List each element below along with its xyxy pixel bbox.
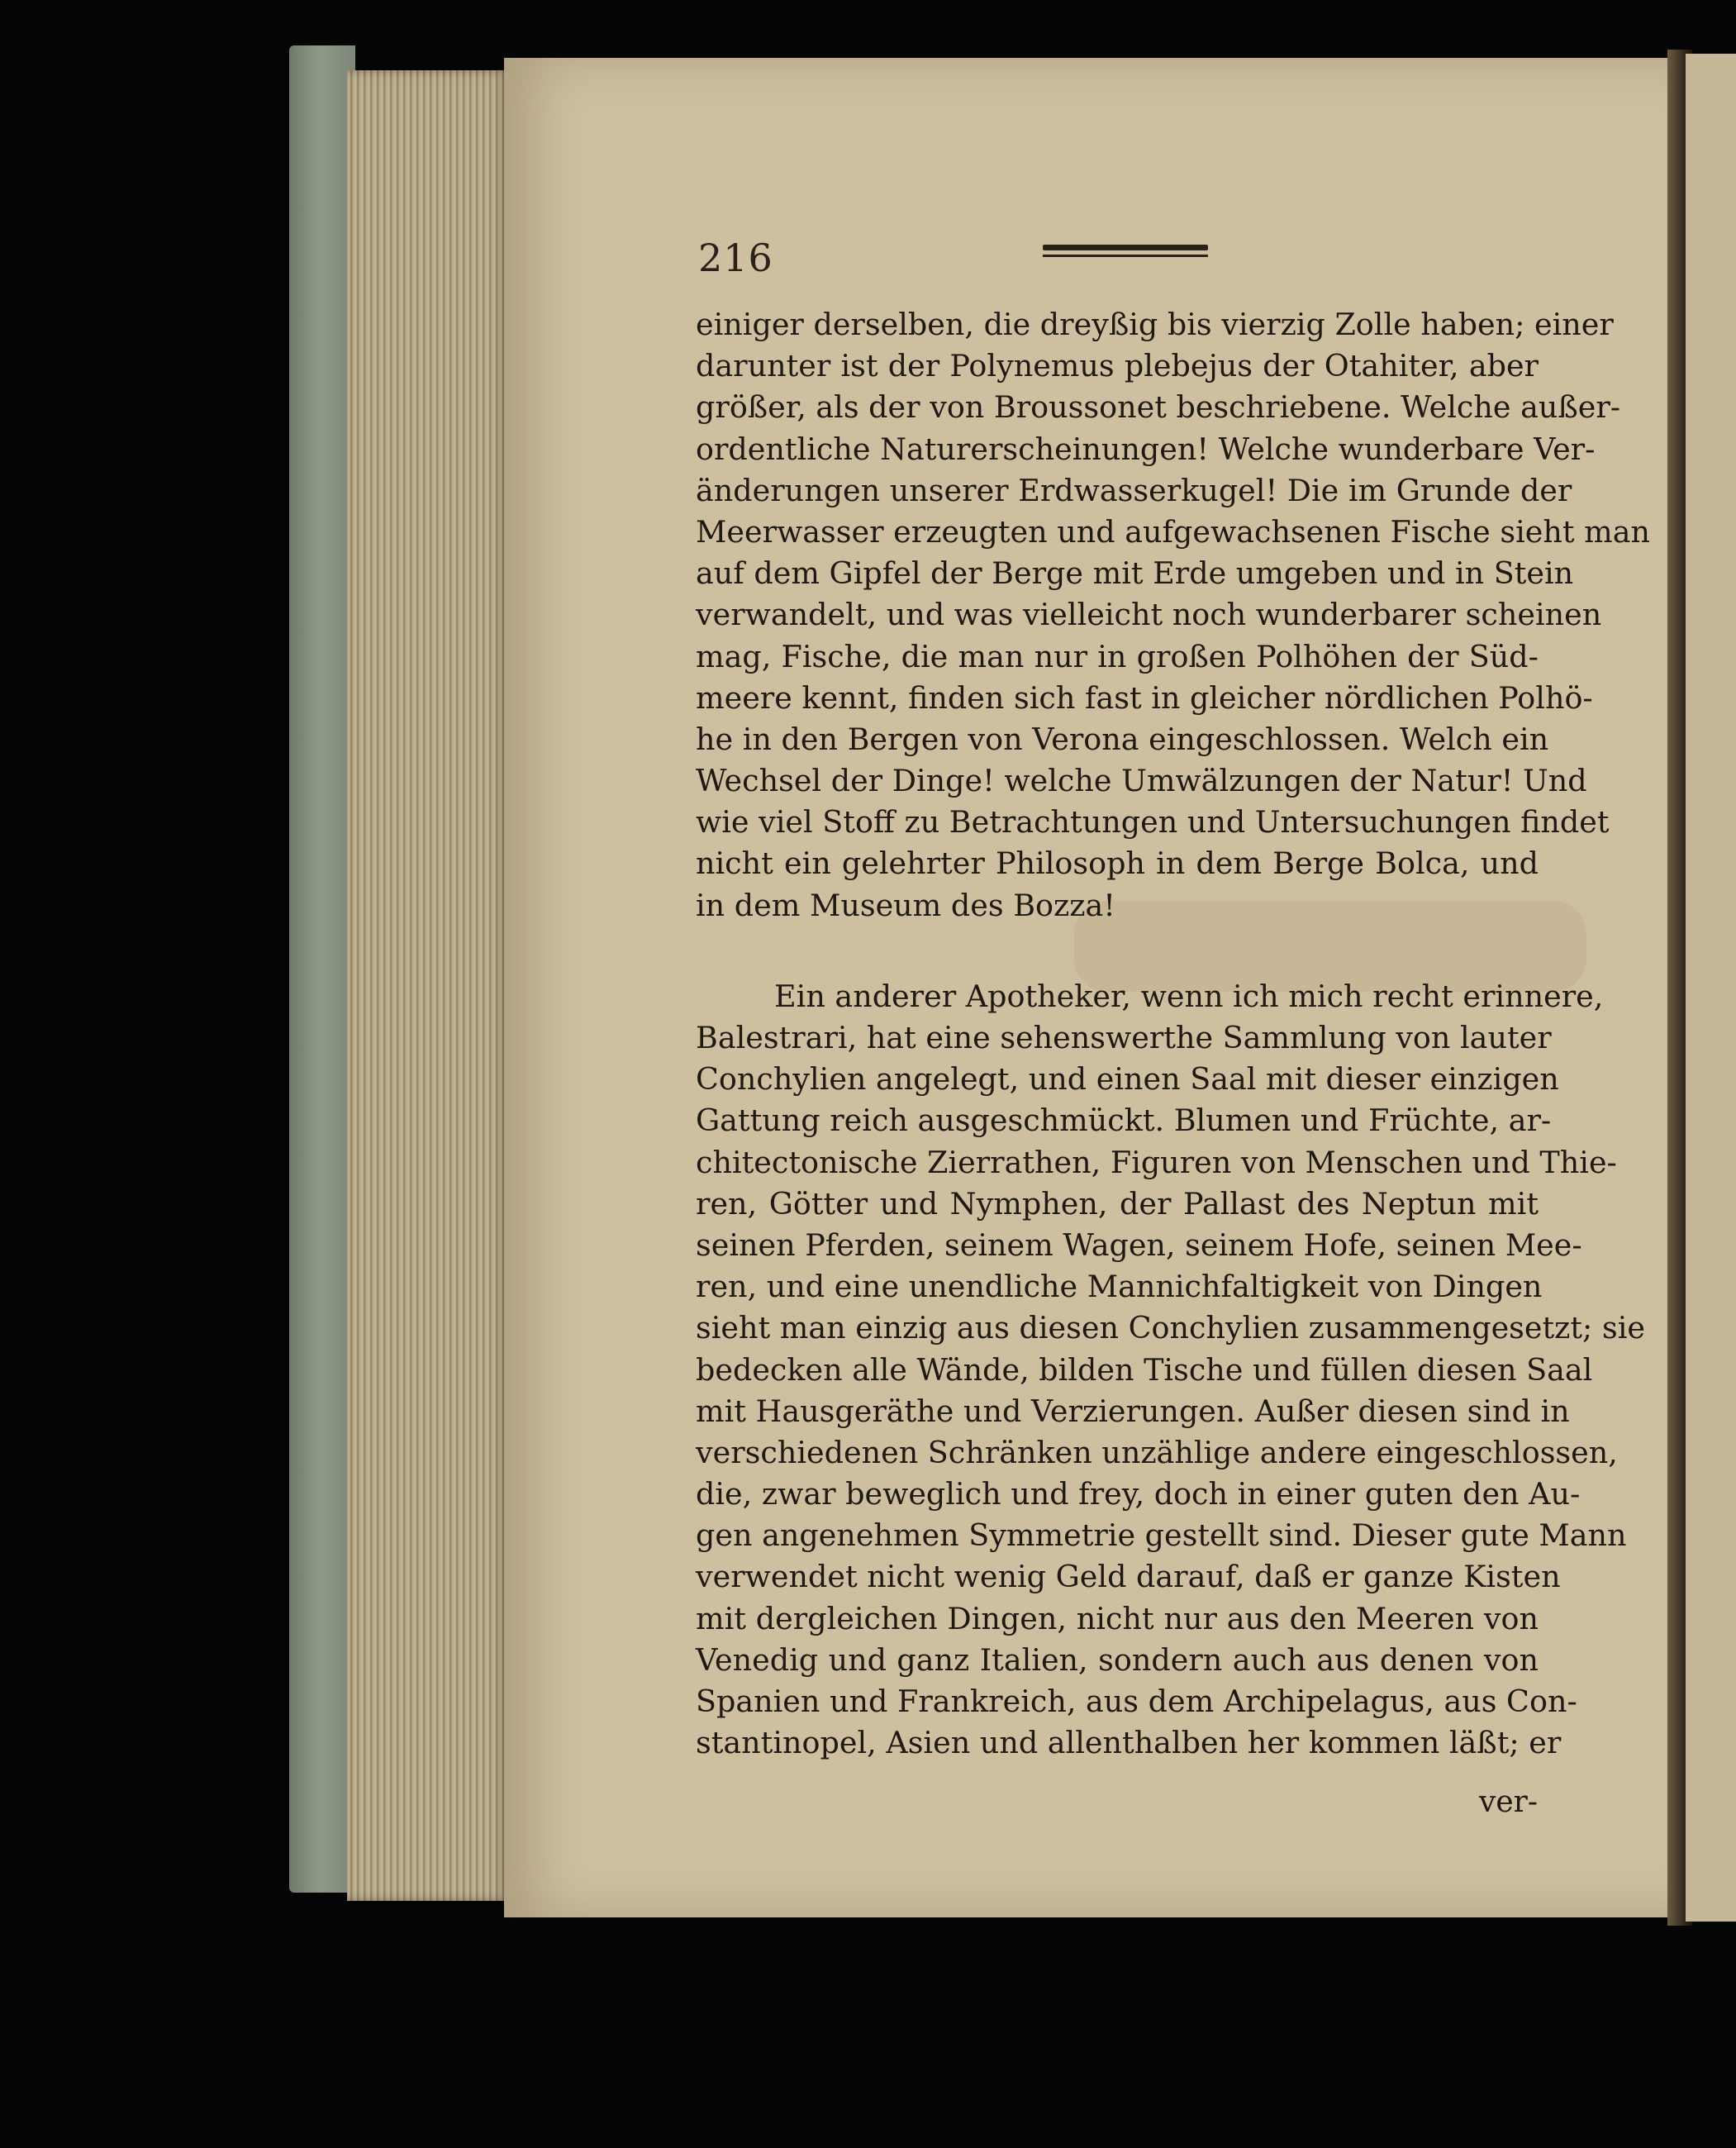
text-line: verschiedenen Schränken unzählige andere eingeschlossen, (696, 1434, 1618, 1470)
text-line: Conchylien angelegt, und einen Saal mit dieser einzigen (696, 1061, 1559, 1098)
text-line: Meerwasser erzeugten und aufgewachsenen Fische sieht man (696, 513, 1651, 550)
text-line: auf dem Gipfel der Berge mit Erde umgeben und in Stein (696, 555, 1574, 592)
text-line: die, zwar beweglich und frey, doch in einer guten den Au- (696, 1476, 1581, 1512)
text-line: nicht ein gelehrter Philosoph in dem Berge Bolca, und (696, 845, 1539, 882)
text-line: Wechsel der Dinge! welche Umwälzungen der Natur! Und (696, 763, 1587, 799)
text-line: Venedig und ganz Italien, sondern auch aus denen von (696, 1641, 1539, 1678)
text-line: einiger derselben, die dreyßig bis vierzig Zolle haben; einer (696, 307, 1614, 342)
text-line: in dem Museum des Bozza! (696, 887, 1115, 923)
text-line: sieht man einzig aus diesen Conchylien zusammengesetzt; sie (696, 1310, 1645, 1346)
paragraph-gap (696, 926, 1539, 976)
text-line: Gattung reich ausgeschmückt. Blumen und Früchte, ar- (696, 1103, 1552, 1139)
text-line: verwendet nicht wenig Geld darauf, daß er ganze Kisten (696, 1559, 1561, 1595)
catchword: ver- (1479, 1785, 1539, 1819)
text-line: seinen Pferden, seinem Wagen, seinem Hofe, seinen Mee- (696, 1226, 1582, 1263)
text-line: wie viel Stoff zu Betrachtungen und Untersuchungen findet (696, 804, 1610, 841)
text-line: Balestrari, hat eine sehenswerthe Sammlung von lauter (696, 1020, 1552, 1055)
text-line: Ein anderer Apotheker, wenn ich mich recht erinnere, (774, 978, 1604, 1014)
text-line: ren, und eine unendliche Mannichfaltigkeit von Dingen (696, 1269, 1543, 1305)
paragraph-1 (696, 304, 1651, 926)
text-line: änderungen unserer Erdwasserkugel! Die im Grunde der (696, 472, 1572, 508)
text-line: meere kennt, finden sich fast in gleicher nördlichen Polhö- (696, 679, 1593, 716)
text-line: größer, als der von Broussonet beschriebene. Welche außer- (696, 389, 1621, 426)
paragraph-2 (696, 976, 1645, 1765)
text-line: mag, Fische, die man nur in großen Polhöhen der Süd- (696, 638, 1539, 674)
text-line: mit Hausgeräthe und Verzierungen. Außer diesen sind in (696, 1393, 1570, 1429)
page-number: 216 (698, 236, 773, 280)
text-line: ren, Götter und Nymphen, der Pallast des Neptun mit (696, 1185, 1539, 1222)
text-line: he in den Bergen von Verona eingeschlossen. Welch ein (696, 721, 1549, 757)
text-line: verwandelt, und was vielleicht noch wunderbarer scheinen (696, 597, 1602, 633)
text-line: Spanien und Frankreich, aus dem Archipelagus, aus Con- (696, 1684, 1577, 1719)
header-rule (1043, 245, 1208, 250)
text-line: bedecken alle Wände, bilden Tische und füllen diesen Saal (696, 1351, 1593, 1388)
text-line: ordentliche Naturerscheinungen! Welche wunderbare Ver- (696, 431, 1596, 467)
book-cover (289, 45, 355, 1893)
text-line: chitectonische Zierrathen, Figuren von Menschen und Thie- (696, 1144, 1617, 1180)
text-line: stantinopel, Asien und allenthalben her kommen läßt; er (696, 1725, 1562, 1761)
text-line: mit dergleichen Dingen, nicht nur aus den Meeren von (696, 1600, 1539, 1636)
facing-page-edge (1686, 54, 1736, 1922)
body-text (696, 304, 1651, 1764)
text-line: gen angenehmen Symmetrie gestellt sind. Dieser gute Mann (696, 1517, 1627, 1554)
page-edges (347, 70, 508, 1901)
text-line: darunter ist der Polynemus plebejus der Otahiter, aber (696, 348, 1539, 384)
